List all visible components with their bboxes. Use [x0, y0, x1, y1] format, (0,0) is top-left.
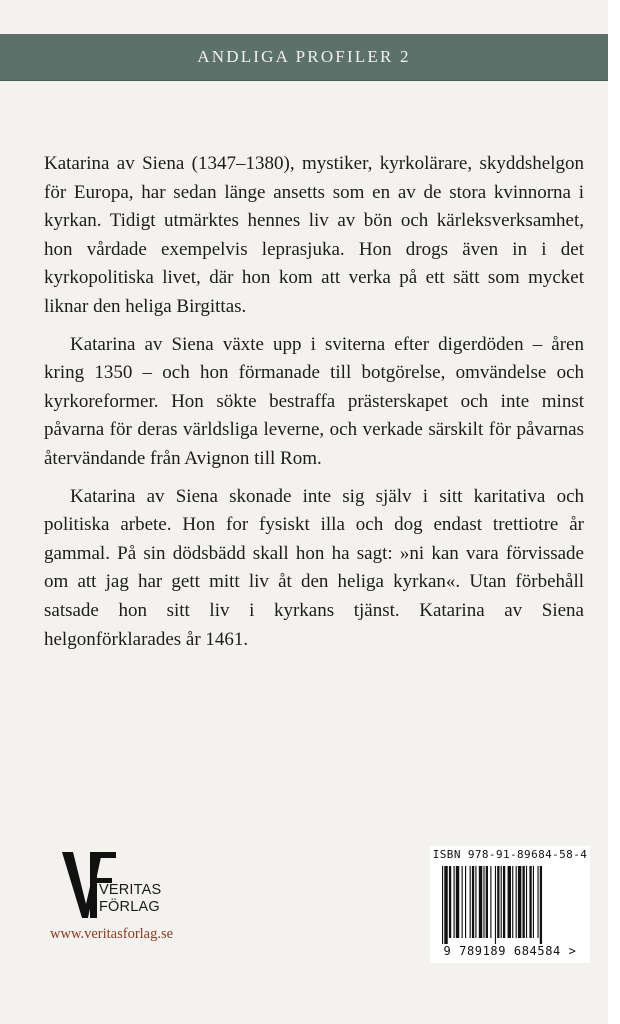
- paragraph-3: Katarina av Siena skonade inte sig själv i sitt karitativa och politiska arbete. Hon for fysiskt illa och dog endast trettiotre år gammal. På sin dödsbädd skall hon ha sagt: »ni kan vara förvissade om att jag har gett mitt liv åt den heliga kyrkan«. Utan förbehåll satsade hon sitt liv i kyrkans tjänst. Katarina av Siena helgonförklarades år 1461.: [44, 485, 584, 650]
- barcode-bar: [462, 866, 463, 938]
- blurb-text: [44, 150, 584, 663]
- barcode-bar: [449, 866, 451, 938]
- publisher-logo: [62, 852, 182, 922]
- barcode-bar: [512, 866, 513, 938]
- barcode-bar: [501, 866, 502, 938]
- barcode-bar: [516, 866, 517, 938]
- barcode-bar: [503, 866, 505, 938]
- isbn-barcode: [430, 846, 590, 963]
- barcode-bar: [465, 866, 466, 938]
- barcode-bar: [497, 866, 499, 938]
- barcode-bar: [470, 866, 471, 938]
- publisher-name-line1: VERITAS: [99, 882, 162, 898]
- barcode-bar: [518, 866, 521, 938]
- barcode-bar: [454, 866, 455, 938]
- barcode-bar: [456, 866, 459, 938]
- isbn-label: ISBN 978-91-89684-58-4: [432, 848, 588, 861]
- barcode-bar: [523, 866, 525, 938]
- barcode-bar: [486, 866, 488, 938]
- publisher-name-line2: FÖRLAG: [99, 899, 160, 915]
- paragraph-1: Katarina av Siena (1347–1380), mystiker, kyrkolärare, skyddshelgon för Europa, har sedan länge ansetts som en av de stora kvinnorna i kyrkan. Tidigt utmärktes hennes liv av bön och kärleksverksamhet, hon vårdade exempelvis leprasjuka. Hon drogs även in i det kyrkopolitiska livet, där hon kom att verka på ett sätt som mycket liknar den heliga Birgittas.: [44, 153, 584, 317]
- barcode-bar: [472, 866, 474, 938]
- barcode-bar: [533, 866, 534, 938]
- barcode-bar: [490, 866, 491, 938]
- barcode-bar: [537, 866, 538, 938]
- barcode-bar: [444, 866, 447, 944]
- series-banner: [0, 34, 608, 81]
- barcode-bar: [526, 866, 527, 938]
- barcode-bar: [442, 866, 443, 944]
- barcode-bars-icon: [440, 866, 580, 944]
- paragraph-2: Katarina av Siena växte upp i sviterna efter digerdöden – åren kring 1350 – och hon förmanade till botgörelse, omvändelse och kyrkoreformer. Hon sökte bestraffa prästerskapet och inte minst påvarna för deras världsliga leverne, och verkade särskilt för påvarnas återvändande från Avignon till Rom.: [44, 333, 584, 469]
- page-edge: [608, 0, 620, 1024]
- barcode-bar: [475, 866, 476, 938]
- barcode-bar: [483, 866, 484, 938]
- barcode-bar: [508, 866, 511, 938]
- barcode-bar: [540, 866, 542, 944]
- publisher-website[interactable]: www.veritasforlag.se: [50, 926, 174, 942]
- barcode-digits: 9 789189 684584 >: [443, 944, 577, 958]
- series-title: ANDLIGA PROFILER 2: [197, 47, 411, 66]
- barcode-bar: [495, 866, 496, 944]
- barcode-bar: [529, 866, 531, 938]
- barcode-bar: [479, 866, 482, 938]
